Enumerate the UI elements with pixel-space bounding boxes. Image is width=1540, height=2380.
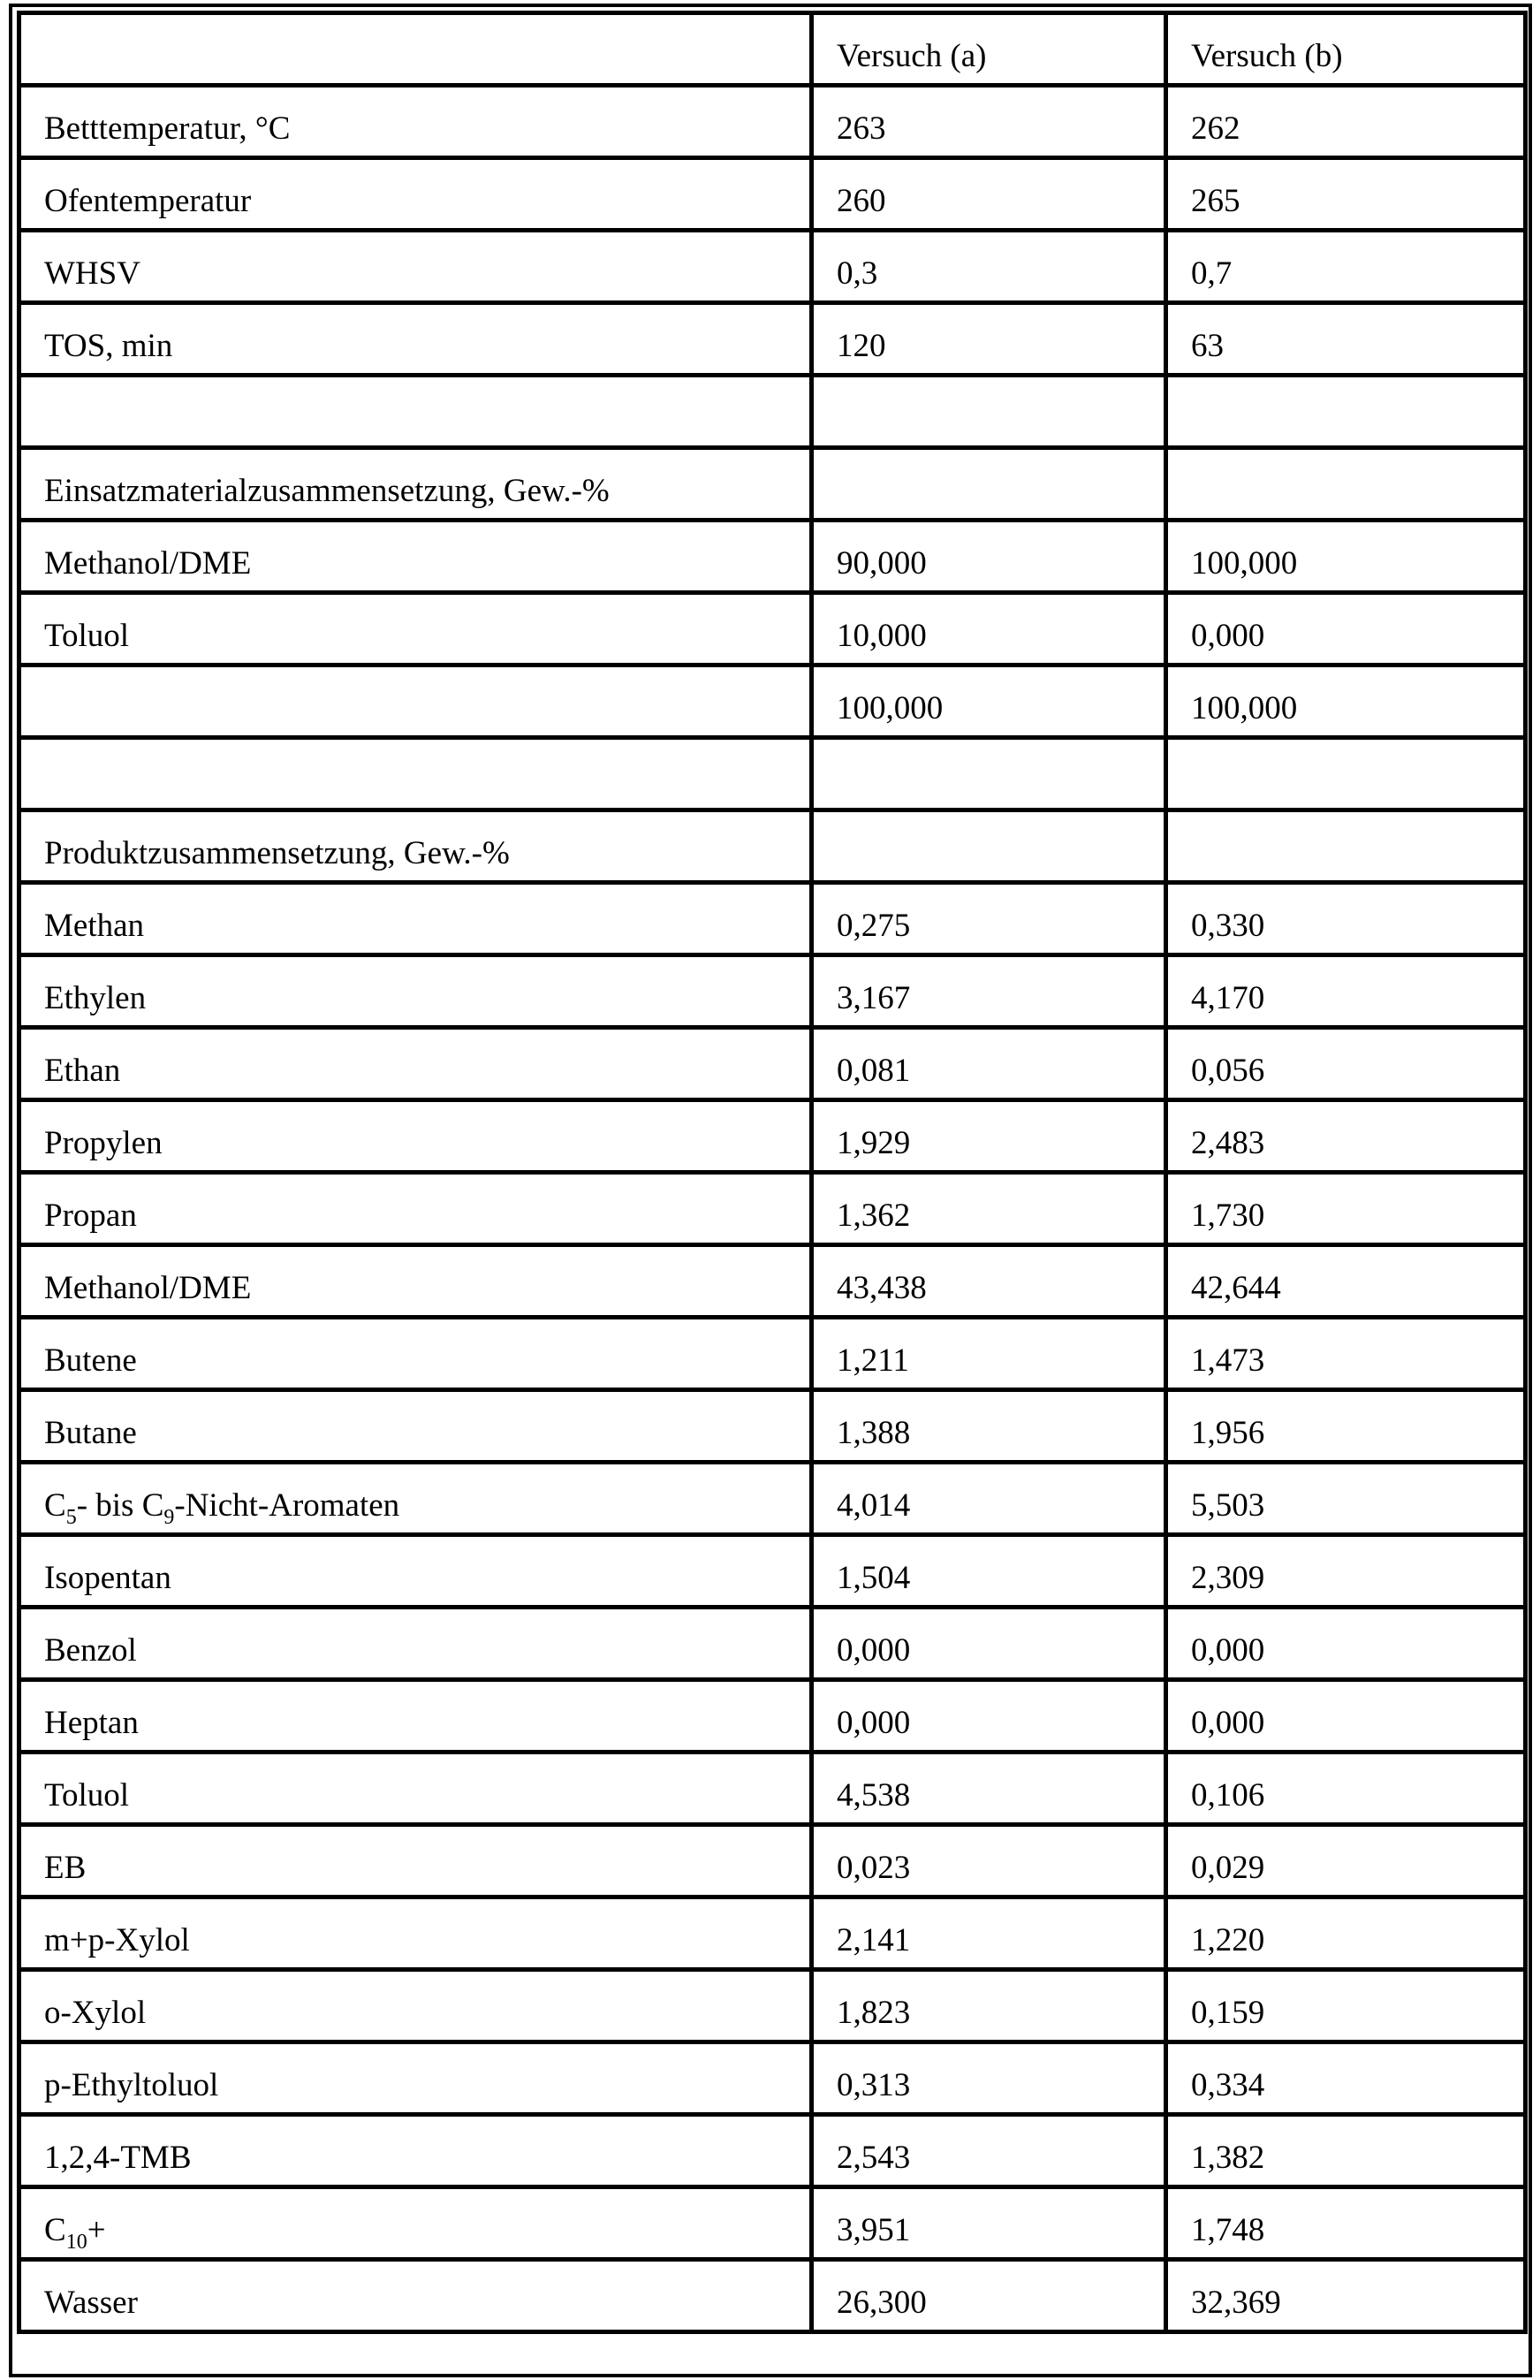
- table-row: [19, 1897, 1526, 1970]
- row-label-cell: [19, 1028, 812, 1100]
- value-versuch-a: 0,000: [837, 1632, 911, 1669]
- table-row: [19, 1028, 1526, 1100]
- value-cell-versuch-b: [1166, 665, 1526, 738]
- header-cell-label: [19, 13, 812, 86]
- row-label-cell: [19, 521, 812, 593]
- row-label-cell: [19, 593, 812, 665]
- results-table: [17, 11, 1528, 2334]
- value-cell-versuch-a: [812, 1318, 1166, 1390]
- value-versuch-b: 0,334: [1191, 2067, 1265, 2103]
- value-cell-versuch-b: [1166, 1608, 1526, 1680]
- value-versuch-b: 42,644: [1191, 1270, 1281, 1306]
- row-label: Ethylen: [44, 980, 147, 1016]
- row-label-cell: [19, 448, 812, 521]
- value-cell-versuch-b: [1166, 1825, 1526, 1897]
- label-fragment: C: [44, 1487, 66, 1524]
- value-cell-versuch-b: [1166, 1970, 1526, 2042]
- value-versuch-b: 1,748: [1191, 2212, 1265, 2248]
- row-label: Ofentemperatur: [44, 183, 252, 219]
- row-label: EB: [44, 1850, 87, 1886]
- table-row: [19, 883, 1526, 955]
- row-label: o-Xylol: [44, 1995, 147, 2031]
- value-cell-versuch-b: [1166, 303, 1526, 376]
- header-cell-versuch-a: Versuch (a): [812, 13, 1166, 86]
- value-versuch-a: 4,538: [837, 1777, 911, 1814]
- value-cell-versuch-b: [1166, 1318, 1526, 1390]
- table-row: [19, 955, 1526, 1028]
- value-cell-versuch-a: [812, 1535, 1166, 1608]
- label-subscript: 9: [163, 1506, 175, 1529]
- table-row: [19, 521, 1526, 593]
- table-row: [19, 303, 1526, 376]
- value-cell-versuch-b: [1166, 955, 1526, 1028]
- value-cell-versuch-a: [812, 593, 1166, 665]
- row-label: Methanol/DME: [44, 545, 252, 582]
- value-versuch-a: 1,362: [837, 1198, 911, 1234]
- row-label: Methanol/DME: [44, 1270, 252, 1306]
- label-fragment: -Nicht-Aromaten: [174, 1487, 400, 1524]
- row-label-cell: [19, 810, 812, 883]
- table-row: [19, 1100, 1526, 1173]
- value-cell-versuch-a: [812, 1245, 1166, 1318]
- table-row: [19, 1970, 1526, 2042]
- value-cell-versuch-b: [1166, 1100, 1526, 1173]
- table-row: [19, 1318, 1526, 1390]
- value-cell-versuch-b: [1166, 1753, 1526, 1825]
- value-versuch-a: 0,275: [837, 908, 911, 944]
- value-versuch-b: 0,106: [1191, 1777, 1265, 1814]
- table-row: [19, 1608, 1526, 1680]
- value-versuch-a: 4,014: [837, 1487, 911, 1524]
- value-versuch-b: 1,956: [1191, 1415, 1265, 1451]
- value-versuch-a: 1,211: [837, 1342, 909, 1379]
- value-versuch-a: 26,300: [837, 2285, 927, 2321]
- value-versuch-a: 43,438: [837, 1270, 927, 1306]
- value-versuch-b: 2,309: [1191, 1560, 1265, 1596]
- value-versuch-b: 0,029: [1191, 1850, 1265, 1886]
- value-versuch-a: 0,081: [837, 1053, 911, 1089]
- label-subscript: 10: [65, 2231, 87, 2254]
- value-versuch-b: 32,369: [1191, 2285, 1281, 2321]
- row-label: Isopentan: [44, 1560, 171, 1596]
- row-label: Toluol: [44, 618, 130, 654]
- table-row: [19, 1390, 1526, 1463]
- value-cell-versuch-a: [812, 738, 1166, 810]
- value-cell-versuch-a: [812, 1970, 1166, 2042]
- row-label: Heptan: [44, 1705, 139, 1741]
- row-label: Wasser: [44, 2285, 138, 2321]
- label-subscript: 5: [65, 1506, 77, 1529]
- row-label-cell: [19, 1100, 812, 1173]
- row-label-cell: [19, 1318, 812, 1390]
- row-label: Propan: [44, 1198, 137, 1234]
- row-label-cell: [19, 955, 812, 1028]
- row-label-cell: [19, 1535, 812, 1608]
- value-cell-versuch-a: [812, 1608, 1166, 1680]
- value-cell-versuch-a: [812, 665, 1166, 738]
- value-cell-versuch-a: [812, 1028, 1166, 1100]
- label-fragment: C: [44, 2212, 66, 2248]
- table-row: [19, 593, 1526, 665]
- value-versuch-b: 1,382: [1191, 2140, 1265, 2176]
- value-cell-versuch-b: [1166, 521, 1526, 593]
- value-cell-versuch-b: [1166, 1897, 1526, 1970]
- row-label-cell: [19, 2187, 812, 2260]
- value-versuch-a: 260: [837, 183, 886, 219]
- row-label-cell: [19, 1463, 812, 1535]
- value-versuch-a: 0,023: [837, 1850, 911, 1886]
- value-cell-versuch-b: [1166, 376, 1526, 448]
- value-versuch-a: 3,167: [837, 980, 911, 1016]
- value-cell-versuch-b: [1166, 2115, 1526, 2187]
- row-label-cell: [19, 1970, 812, 2042]
- value-versuch-a: 100,000: [837, 690, 944, 726]
- row-label: m+p-Xylol: [44, 1922, 190, 1958]
- table-row: [19, 1753, 1526, 1825]
- value-cell-versuch-b: [1166, 448, 1526, 521]
- table-row: [19, 2115, 1526, 2187]
- table-row: [19, 1535, 1526, 1608]
- value-cell-versuch-b: [1166, 1680, 1526, 1753]
- row-label: [44, 1487, 400, 1529]
- value-versuch-b: 1,220: [1191, 1922, 1265, 1958]
- row-label: Betttemperatur, °C: [44, 110, 291, 147]
- value-cell-versuch-a: [812, 1390, 1166, 1463]
- table-row: [19, 665, 1526, 738]
- value-versuch-a: 0,000: [837, 1705, 911, 1741]
- value-cell-versuch-b: [1166, 1173, 1526, 1245]
- table-row: [19, 1680, 1526, 1753]
- value-versuch-b: 0,7: [1191, 255, 1233, 292]
- value-cell-versuch-a: [812, 1753, 1166, 1825]
- value-versuch-b: 0,056: [1191, 1053, 1265, 1089]
- row-label-cell: [19, 665, 812, 738]
- value-cell-versuch-b: [1166, 810, 1526, 883]
- value-cell-versuch-a: [812, 448, 1166, 521]
- row-label-cell: [19, 231, 812, 303]
- label-fragment: +: [87, 2212, 106, 2248]
- row-label: TOS, min: [44, 328, 173, 364]
- table-row: [19, 86, 1526, 158]
- table-row: [19, 2260, 1526, 2332]
- row-label: Butene: [44, 1342, 137, 1379]
- value-cell-versuch-a: [812, 521, 1166, 593]
- value-cell-versuch-b: [1166, 1028, 1526, 1100]
- value-cell-versuch-b: [1166, 2260, 1526, 2332]
- value-versuch-b: 0,159: [1191, 1995, 1265, 2031]
- value-cell-versuch-b: [1166, 1390, 1526, 1463]
- value-cell-versuch-b: [1166, 2042, 1526, 2115]
- value-versuch-a: 10,000: [837, 618, 927, 654]
- value-cell-versuch-b: [1166, 158, 1526, 231]
- row-label: Toluol: [44, 1777, 130, 1814]
- row-label-cell: [19, 2260, 812, 2332]
- value-versuch-b: 100,000: [1191, 545, 1298, 582]
- row-label: 1,2,4-TMB: [44, 2140, 192, 2176]
- value-versuch-b: 1,730: [1191, 1198, 1265, 1234]
- value-cell-versuch-b: [1166, 738, 1526, 810]
- value-cell-versuch-a: [812, 1173, 1166, 1245]
- value-versuch-b: 100,000: [1191, 690, 1298, 726]
- table-row: [19, 231, 1526, 303]
- header-row: [19, 13, 1526, 86]
- row-label: Methan: [44, 908, 145, 944]
- table-row: [19, 2042, 1526, 2115]
- value-versuch-a: 120: [837, 328, 886, 364]
- value-versuch-b: 63: [1191, 328, 1224, 364]
- value-versuch-a: 2,141: [837, 1922, 911, 1958]
- value-versuch-a: 90,000: [837, 545, 927, 582]
- table-body: [19, 86, 1526, 2332]
- value-cell-versuch-a: [812, 2115, 1166, 2187]
- value-versuch-b: 1,473: [1191, 1342, 1265, 1379]
- row-label-cell: [19, 376, 812, 448]
- row-label-cell: [19, 1825, 812, 1897]
- value-versuch-a: 1,929: [837, 1125, 911, 1161]
- row-label: Propylen: [44, 1125, 163, 1161]
- table-row: [19, 1463, 1526, 1535]
- value-cell-versuch-a: [812, 303, 1166, 376]
- value-cell-versuch-a: [812, 86, 1166, 158]
- row-label-cell: [19, 303, 812, 376]
- row-label: Benzol: [44, 1632, 137, 1669]
- value-versuch-b: 2,483: [1191, 1125, 1265, 1161]
- value-cell-versuch-a: [812, 1100, 1166, 1173]
- value-versuch-b: 0,330: [1191, 908, 1265, 944]
- row-label-cell: [19, 1753, 812, 1825]
- value-cell-versuch-b: [1166, 86, 1526, 158]
- value-cell-versuch-b: [1166, 1245, 1526, 1318]
- value-versuch-a: 2,543: [837, 2140, 911, 2176]
- value-cell-versuch-a: [812, 1680, 1166, 1753]
- row-label: Produktzusammensetzung, Gew.-%: [44, 835, 510, 871]
- value-cell-versuch-a: [812, 2187, 1166, 2260]
- value-cell-versuch-b: [1166, 2187, 1526, 2260]
- value-versuch-a: 1,823: [837, 1995, 911, 2031]
- value-cell-versuch-a: [812, 2042, 1166, 2115]
- value-versuch-b: 265: [1191, 183, 1240, 219]
- row-label: Ethan: [44, 1053, 121, 1089]
- row-label-cell: [19, 1390, 812, 1463]
- row-label-cell: [19, 1680, 812, 1753]
- value-versuch-a: 263: [837, 110, 886, 147]
- value-versuch-a: 1,504: [837, 1560, 911, 1596]
- value-cell-versuch-b: [1166, 883, 1526, 955]
- value-cell-versuch-b: [1166, 593, 1526, 665]
- value-versuch-b: 0,000: [1191, 1632, 1265, 1669]
- row-label: [44, 2212, 106, 2254]
- row-label-cell: [19, 158, 812, 231]
- value-cell-versuch-a: [812, 376, 1166, 448]
- value-cell-versuch-a: [812, 955, 1166, 1028]
- value-cell-versuch-a: [812, 2260, 1166, 2332]
- table-row: [19, 1825, 1526, 1897]
- value-cell-versuch-a: [812, 158, 1166, 231]
- row-label-cell: [19, 883, 812, 955]
- row-label: WHSV: [44, 255, 140, 292]
- value-cell-versuch-a: [812, 1825, 1166, 1897]
- value-cell-versuch-b: [1166, 1535, 1526, 1608]
- row-label-cell: [19, 2042, 812, 2115]
- row-label-cell: [19, 1608, 812, 1680]
- row-label-cell: [19, 2115, 812, 2187]
- table-row: [19, 738, 1526, 810]
- row-label-cell: [19, 738, 812, 810]
- table-row: [19, 1173, 1526, 1245]
- value-versuch-a: 0,313: [837, 2067, 911, 2103]
- value-versuch-b: 262: [1191, 110, 1240, 147]
- table-row: [19, 448, 1526, 521]
- value-cell-versuch-a: [812, 1897, 1166, 1970]
- table-row: [19, 2187, 1526, 2260]
- value-versuch-b: 0,000: [1191, 1705, 1265, 1741]
- table-row: [19, 810, 1526, 883]
- table-row: [19, 1245, 1526, 1318]
- value-versuch-b: 4,170: [1191, 980, 1265, 1016]
- row-label-cell: [19, 1173, 812, 1245]
- row-label: Butane: [44, 1415, 137, 1451]
- value-versuch-b: 5,503: [1191, 1487, 1265, 1524]
- row-label: p-Ethyltoluol: [44, 2067, 219, 2103]
- row-label: Einsatzmaterialzusammensetzung, Gew.-%: [44, 473, 610, 509]
- table-row: [19, 158, 1526, 231]
- row-label-cell: [19, 1245, 812, 1318]
- row-label-cell: [19, 86, 812, 158]
- value-cell-versuch-a: [812, 883, 1166, 955]
- value-versuch-a: 0,3: [837, 255, 878, 292]
- value-cell-versuch-a: [812, 231, 1166, 303]
- label-fragment: - bis C: [76, 1487, 164, 1524]
- value-cell-versuch-b: [1166, 1463, 1526, 1535]
- value-versuch-a: 3,951: [837, 2212, 911, 2248]
- value-cell-versuch-a: [812, 1463, 1166, 1535]
- value-versuch-a: 1,388: [837, 1415, 911, 1451]
- table-row: [19, 376, 1526, 448]
- row-label-cell: [19, 1897, 812, 1970]
- value-versuch-b: 0,000: [1191, 618, 1265, 654]
- value-cell-versuch-b: [1166, 231, 1526, 303]
- header-cell-versuch-b: Versuch (b): [1166, 13, 1526, 86]
- value-cell-versuch-a: [812, 810, 1166, 883]
